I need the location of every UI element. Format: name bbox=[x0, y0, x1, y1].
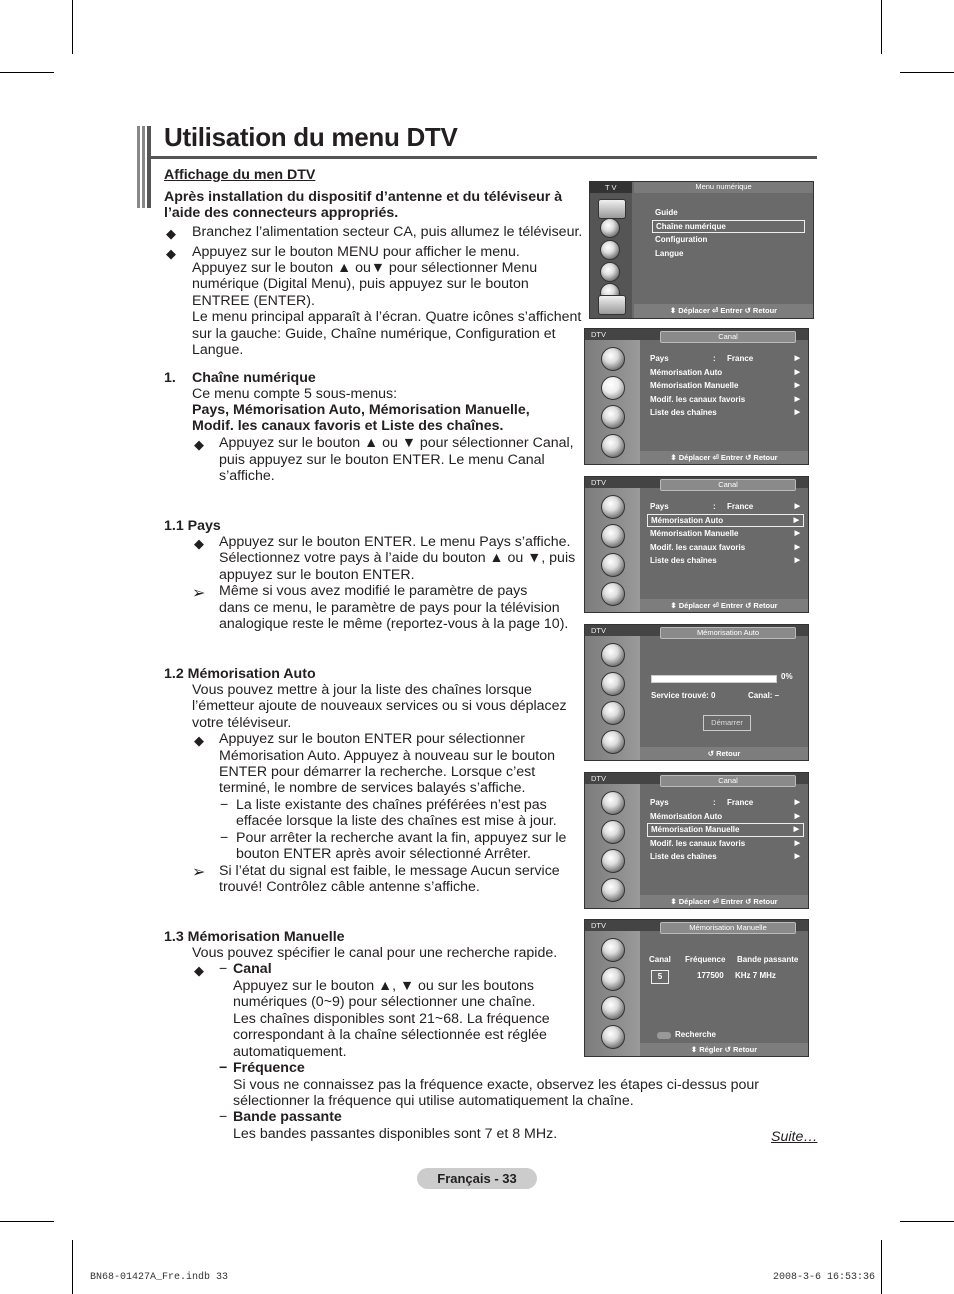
body-text: ENTER pour démarrer la recherche. Lorsque c’est bbox=[219, 764, 536, 780]
menu-item[interactable]: Modif. les canaux favoris bbox=[650, 542, 746, 552]
menu-item[interactable]: Liste des chaînes bbox=[650, 556, 717, 565]
menu-item[interactable]: Guide bbox=[655, 208, 678, 217]
setup-gear-icon bbox=[601, 996, 625, 1020]
step-text: sur la gauche: Guide, Chaîne numérique, Configuration et bbox=[192, 326, 556, 342]
screen-label: DTV bbox=[591, 330, 606, 339]
bullet-diamond-icon: ◆ bbox=[194, 733, 204, 748]
arrow-right-icon: ▶ bbox=[794, 557, 800, 564]
subheading: Canal bbox=[233, 961, 272, 977]
crop-mark bbox=[0, 1221, 54, 1222]
menu-item[interactable]: Mémorisation Manuelle bbox=[650, 529, 739, 538]
dash-marker: − bbox=[219, 1109, 228, 1125]
section-heading: 1.2 Mémorisation Auto bbox=[164, 666, 316, 682]
dash-marker: − bbox=[220, 797, 229, 813]
crop-mark bbox=[881, 1240, 882, 1294]
section-heading: Chaîne numérique bbox=[192, 370, 316, 386]
crop-mark bbox=[72, 0, 73, 54]
language-icon bbox=[601, 1025, 625, 1049]
channel-icon bbox=[601, 347, 625, 371]
section-heading: Affichage du men DTV bbox=[164, 167, 316, 183]
menu-item[interactable]: Langue bbox=[655, 248, 684, 258]
note-text: Même si vous avez modifié le paramètre de pays bbox=[219, 583, 528, 599]
body-text: Appuyez sur le bouton ▲ ou ▼ pour sélectionner Canal, bbox=[219, 435, 574, 451]
note-arrow-icon: ➢ bbox=[192, 585, 206, 602]
arrow-right-icon: ▶ bbox=[794, 409, 800, 416]
arrow-right-icon: ▶ bbox=[794, 368, 800, 376]
step-text: Branchez l’alimentation secteur CA, puis allumez le téléviseur. bbox=[192, 224, 583, 240]
page-title: Utilisation du menu DTV bbox=[164, 122, 458, 152]
subheading: Bande passante bbox=[233, 1109, 342, 1125]
separator: : bbox=[713, 798, 716, 807]
body-text: Ce menu compte 5 sous-menus: bbox=[192, 386, 398, 402]
arrow-right-icon: ▶ bbox=[794, 382, 800, 389]
setup-gear-icon bbox=[601, 849, 625, 873]
arrow-right-icon: ▶ bbox=[794, 799, 800, 806]
menu-item[interactable]: Modif. les canaux favoris bbox=[650, 838, 746, 848]
body-text: La liste existante des chaînes préférées n’est pas bbox=[236, 797, 547, 813]
body-text: Modif. les canaux favoris et Liste des chaînes. bbox=[192, 418, 504, 434]
column-header: Bande passante bbox=[737, 955, 799, 964]
menu-item[interactable]: Mémorisation Auto bbox=[650, 367, 723, 377]
setup-gear-icon bbox=[601, 553, 625, 577]
step-text: Langue. bbox=[192, 342, 244, 358]
step-text: Appuyez sur le bouton MENU pour afficher le menu. bbox=[192, 244, 520, 260]
step-text: numérique (Digital Menu), puis appuyez sur le bouton bbox=[192, 276, 529, 292]
channel-icon bbox=[601, 643, 625, 667]
dtv-icon bbox=[598, 295, 626, 315]
tv-screen-canal-manual bbox=[584, 772, 809, 909]
arrow-right-icon: ▶ bbox=[794, 812, 800, 820]
body-text: puis appuyez sur le bouton ENTER. Le menu Canal bbox=[219, 452, 545, 468]
menu-item-selected[interactable]: Chaîne numérique bbox=[652, 220, 805, 234]
body-text: Appuyez sur le bouton ENTER pour sélectionner bbox=[219, 731, 525, 747]
dash-marker: − bbox=[219, 961, 228, 977]
screen-label: DTV bbox=[591, 626, 606, 635]
note-text: trouvé! Contrôlez câble antenne s’affiche. bbox=[219, 879, 480, 895]
body-text: Sélectionnez votre pays à l’aide du bouton ▲ ou ▼, puis bbox=[219, 550, 576, 566]
continued-label: Suite… bbox=[771, 1129, 818, 1145]
tv-screen-menu-numerique bbox=[589, 181, 814, 319]
body-text: l’émetteur ajoute de nouveaux services ou si vous déplacez bbox=[192, 698, 567, 714]
country-value: France bbox=[727, 502, 754, 511]
screen-title: Canal bbox=[660, 479, 796, 491]
country-value: France bbox=[727, 798, 754, 807]
menu-item[interactable]: Pays bbox=[650, 354, 669, 363]
body-text: terminé, le nombre de services balayés s’affiche. bbox=[219, 780, 526, 796]
menu-item[interactable]: Configuration bbox=[655, 235, 708, 244]
satellite-dish-icon bbox=[601, 967, 625, 991]
body-text: Pour arrêter la recherche avant la fin, appuyez sur le bbox=[236, 830, 567, 846]
tv-icon bbox=[598, 199, 626, 219]
screen-footer: ⬍ Déplacer ⏎ Entrer ↺ Retour bbox=[634, 304, 813, 318]
search-label[interactable]: Recherche bbox=[675, 1030, 716, 1039]
crop-mark bbox=[900, 72, 954, 73]
body-text: Les chaînes disponibles sont 21~68. La fréquence bbox=[233, 1011, 550, 1027]
crop-mark bbox=[0, 72, 54, 73]
menu-item[interactable]: Liste des chaînes bbox=[650, 408, 717, 417]
body-text: sélectionner la fréquence qui utilise automatiquement la chaîne. bbox=[233, 1093, 634, 1109]
screen-label: DTV bbox=[591, 478, 606, 487]
body-text: Appuyez sur le bouton ▲, ▼ ou sur les boutons bbox=[233, 978, 534, 994]
separator: : bbox=[713, 354, 716, 363]
body-text: numériques (0~9) pour sélectionner une chaîne. bbox=[233, 994, 536, 1010]
screen-title: Menu numérique bbox=[634, 182, 813, 193]
satellite-dish-icon bbox=[601, 376, 625, 400]
menu-item-selected[interactable]: Mémorisation Auto bbox=[651, 515, 724, 525]
screen-title: Mémorisation Auto bbox=[660, 627, 796, 639]
bandwidth-value[interactable]: KHz 7 MHz bbox=[735, 971, 776, 980]
menu-item[interactable]: Liste des chaînes bbox=[650, 852, 717, 861]
satellite-dish-icon bbox=[601, 820, 625, 844]
tv-screen-memorisation-manuelle bbox=[584, 919, 809, 1057]
body-text: s’affiche. bbox=[219, 468, 275, 484]
language-icon bbox=[601, 878, 625, 902]
screen-footer: ↺ Retour bbox=[640, 747, 808, 760]
body-text: Pays, Mémorisation Auto, Mémorisation Manuelle, bbox=[192, 402, 530, 418]
tv-screen-memorisation-auto bbox=[584, 624, 809, 761]
screen-footer: ⬍ Déplacer ⏎ Entrer ↺ Retour bbox=[640, 599, 808, 612]
screen-title: Mémorisation Manuelle bbox=[660, 922, 796, 934]
country-value: France bbox=[727, 354, 754, 363]
section-heading: 1.3 Mémorisation Manuelle bbox=[164, 929, 345, 945]
crop-mark bbox=[881, 0, 882, 54]
print-slug: 2008-3-6 16:53:36 bbox=[773, 1272, 876, 1283]
menu-item-selected[interactable]: Mémorisation Manuelle bbox=[651, 825, 740, 834]
body-text: Si vous ne connaissez pas la fréquence exacte, observez les étapes ci-dessus pour bbox=[233, 1077, 760, 1093]
services-found: Service trouvé: 0 bbox=[651, 691, 716, 700]
body-text: Vous pouvez mettre à jour la liste des chaînes lorsque bbox=[192, 682, 532, 698]
body-text: bouton ENTER après avoir sélectionné Arrêter. bbox=[236, 846, 531, 862]
screen-footer: ⬍ Déplacer ⏎ Entrer ↺ Retour bbox=[640, 895, 808, 908]
body-text: Mémorisation Auto. Appuyez à nouveau sur le bouton bbox=[219, 748, 555, 764]
body-text: appuyez sur le bouton ENTER. bbox=[219, 567, 415, 583]
crop-mark bbox=[72, 1240, 73, 1294]
arrow-right-icon: ▶ bbox=[794, 503, 800, 510]
body-text: correspondant à la chaîne sélectionnée est réglée bbox=[233, 1027, 547, 1043]
channel-icon bbox=[601, 791, 625, 815]
note-text: Si l’état du signal est faible, le message Aucun service bbox=[219, 863, 560, 879]
step-text: Le menu principal apparaît à l’écran. Quatre icônes s’affichent bbox=[192, 309, 582, 325]
screen-title: Canal bbox=[660, 775, 796, 787]
language-icon bbox=[601, 730, 625, 754]
menu-item[interactable]: Pays bbox=[650, 502, 669, 511]
body-text: effacée lorsque la liste des chaînes est mise à jour. bbox=[236, 813, 557, 829]
tv-screen-canal bbox=[584, 328, 809, 465]
setup-gear-icon bbox=[600, 262, 620, 282]
screen-footer: ⬍ Régler ↺ Retour bbox=[640, 1043, 808, 1056]
body-text: automatiquement. bbox=[233, 1044, 347, 1060]
print-slug: BN68-01427A_Fre.indb 33 bbox=[90, 1272, 229, 1283]
bullet-diamond-icon: ◆ bbox=[194, 963, 204, 978]
channel-icon bbox=[600, 240, 620, 260]
title-rule bbox=[151, 156, 817, 159]
screen-label: T V bbox=[605, 183, 617, 192]
channel-field[interactable]: 5 bbox=[651, 970, 669, 984]
red-button-icon bbox=[657, 1032, 671, 1039]
dash-marker: − bbox=[220, 830, 229, 846]
menu-item[interactable]: Modif. les canaux favoris bbox=[650, 394, 746, 404]
satellite-icon bbox=[600, 218, 620, 238]
subheading: Fréquence bbox=[233, 1060, 305, 1076]
start-button[interactable]: Démarrer bbox=[703, 715, 751, 731]
step-text: ENTREE (ENTER). bbox=[192, 293, 315, 309]
arrow-right-icon: ▶ bbox=[794, 355, 800, 362]
arrow-right-icon: ▶ bbox=[794, 395, 800, 403]
body-text: votre téléviseur. bbox=[192, 715, 292, 731]
body-text: Les bandes passantes disponibles sont 7 et 8 MHz. bbox=[233, 1126, 558, 1142]
section-heading: 1.1 Pays bbox=[164, 518, 221, 534]
screen-label: DTV bbox=[591, 774, 606, 783]
arrow-right-icon: ▶ bbox=[794, 853, 800, 860]
tv-screen-canal-auto bbox=[584, 476, 809, 613]
note-text: analogique reste le même (reportez-vous à la page 10). bbox=[219, 616, 569, 632]
progress-bar bbox=[651, 675, 777, 683]
note-text: dans ce menu, le paramètre de pays pour la télévision bbox=[219, 600, 560, 616]
body-text: Appuyez sur le bouton ENTER. Le menu Pays s’affiche. bbox=[219, 534, 571, 550]
dash-marker: − bbox=[219, 1060, 228, 1076]
menu-item[interactable]: Pays bbox=[650, 798, 669, 807]
bullet-diamond-icon: ◆ bbox=[194, 437, 204, 452]
arrow-right-icon: ▶ bbox=[793, 516, 799, 524]
arrow-right-icon: ▶ bbox=[793, 826, 799, 833]
bullet-diamond-icon: ◆ bbox=[166, 226, 176, 241]
menu-item[interactable]: Mémorisation Manuelle bbox=[650, 381, 739, 390]
menu-item[interactable]: Mémorisation Auto bbox=[650, 811, 723, 821]
frequency-value[interactable]: 177500 bbox=[697, 971, 724, 980]
note-arrow-icon: ➢ bbox=[192, 864, 206, 881]
channel-icon bbox=[601, 495, 625, 519]
step-text: Appuyez sur le bouton ▲ ou▼ pour sélectionner Menu bbox=[192, 260, 538, 276]
channel-icon bbox=[601, 938, 625, 962]
arrow-right-icon: ▶ bbox=[794, 839, 800, 847]
crop-mark bbox=[900, 1221, 954, 1222]
separator: : bbox=[713, 502, 716, 511]
language-icon bbox=[601, 434, 625, 458]
screen-title: Canal bbox=[660, 331, 796, 343]
intro-line: l’aide des connecteurs appropriés. bbox=[164, 205, 399, 221]
satellite-dish-icon bbox=[601, 524, 625, 548]
progress-percent: 0% bbox=[781, 672, 793, 681]
channel-status: Canal: – bbox=[748, 691, 780, 700]
intro-line: Après installation du dispositif d’antenne et du téléviseur à bbox=[164, 189, 563, 205]
setup-gear-icon bbox=[601, 701, 625, 725]
satellite-dish-icon bbox=[601, 672, 625, 696]
section-number: 1. bbox=[164, 370, 176, 386]
screen-label: DTV bbox=[591, 921, 606, 930]
bullet-diamond-icon: ◆ bbox=[166, 246, 176, 261]
page-number-badge: Français - 33 bbox=[417, 1168, 537, 1189]
arrow-right-icon: ▶ bbox=[794, 543, 800, 551]
screen-footer: ⬍ Déplacer ⏎ Entrer ↺ Retour bbox=[640, 451, 808, 464]
language-icon bbox=[601, 582, 625, 606]
body-text: Vous pouvez spécifier le canal pour une recherche rapide. bbox=[192, 945, 558, 961]
column-header: Fréquence bbox=[685, 955, 726, 964]
arrow-right-icon: ▶ bbox=[794, 530, 800, 537]
setup-gear-icon bbox=[601, 405, 625, 429]
title-decoration bbox=[137, 126, 151, 208]
bullet-diamond-icon: ◆ bbox=[194, 536, 204, 551]
column-header: Canal bbox=[649, 955, 671, 964]
